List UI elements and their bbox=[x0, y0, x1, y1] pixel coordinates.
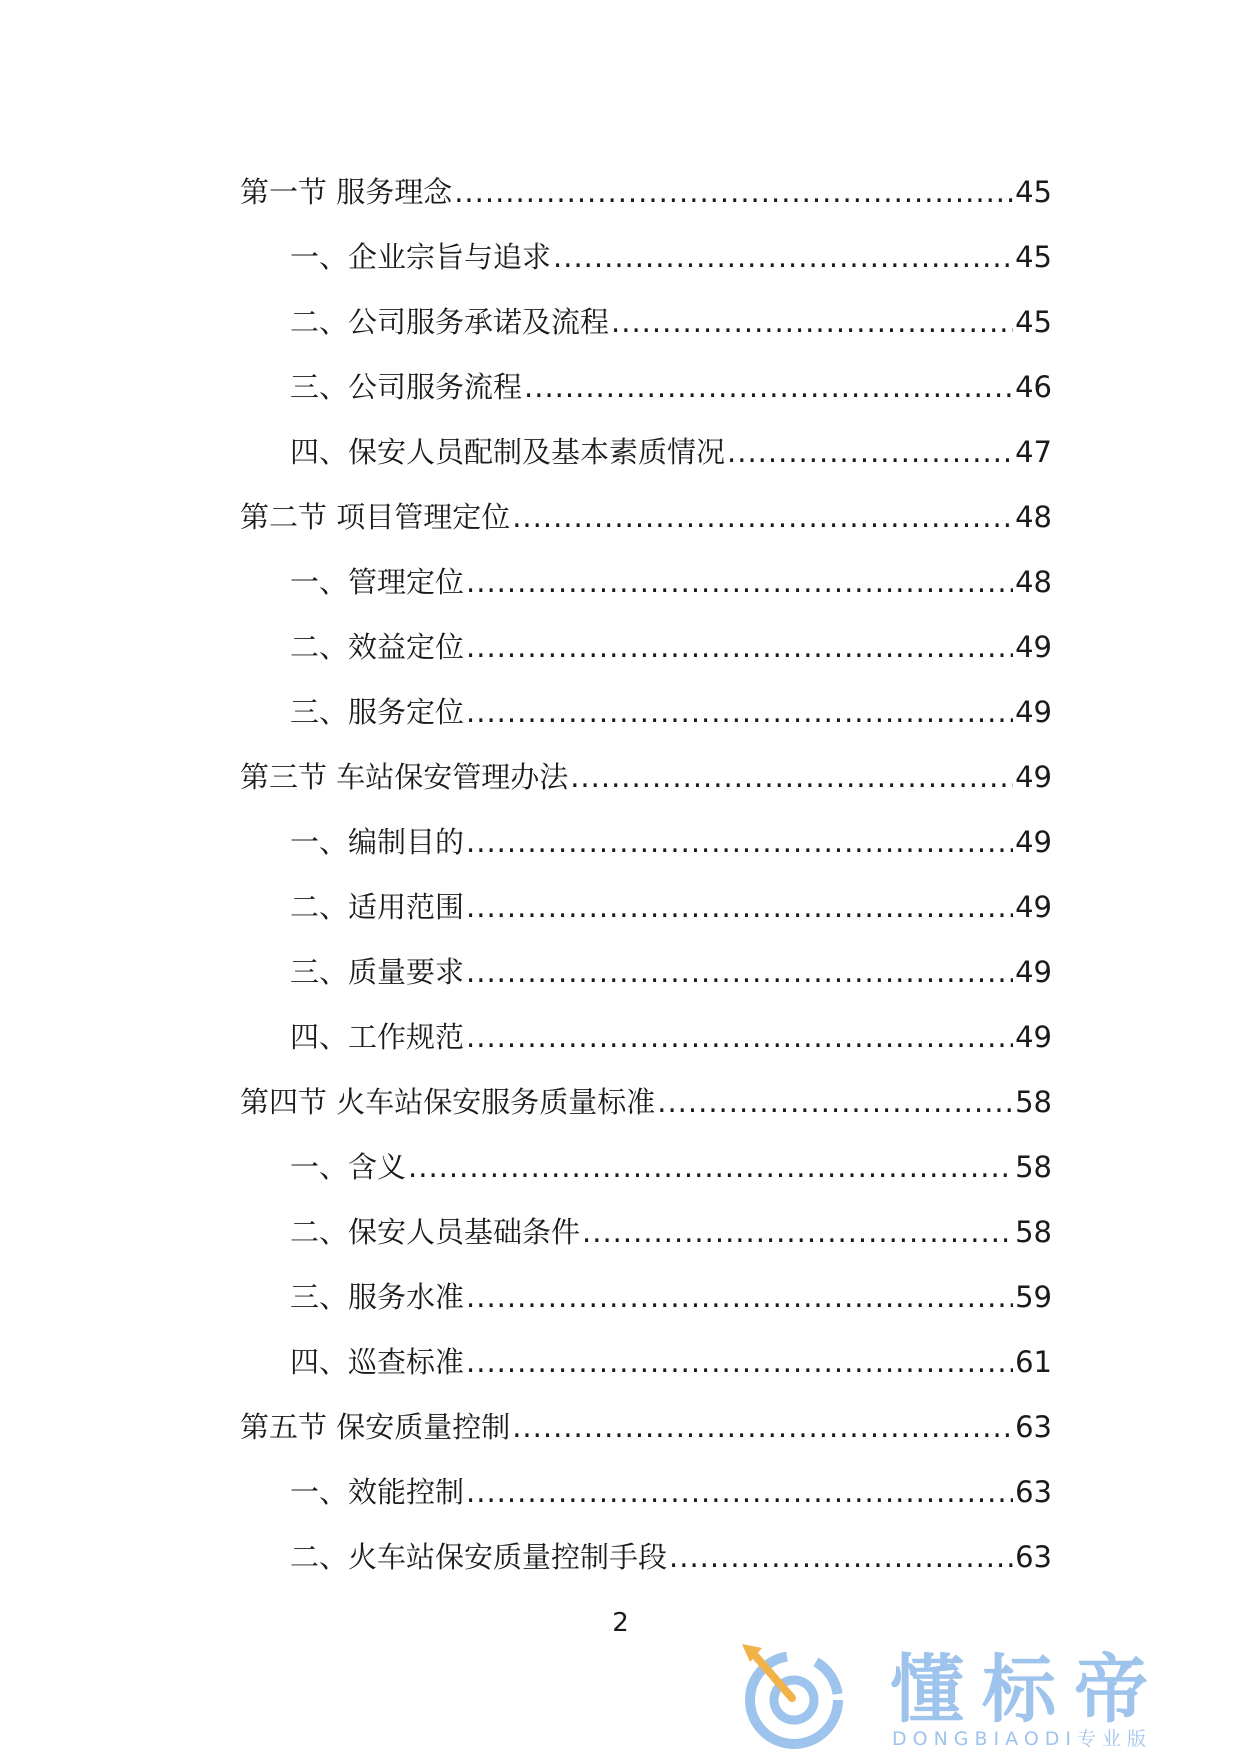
toc-section-entry[interactable] bbox=[240, 1395, 1052, 1460]
toc-dot-leader bbox=[466, 1330, 1013, 1395]
toc-entry-title: 第一节 服务理念 bbox=[240, 175, 453, 209]
toc-entry-page: 63 bbox=[1015, 1540, 1052, 1574]
toc-entry-page: 58 bbox=[1015, 1085, 1052, 1119]
toc-entry-title: 第二节 项目管理定位 bbox=[240, 500, 511, 534]
toc-section-entry[interactable] bbox=[240, 1070, 1052, 1135]
toc-entry-title: 四、巡查标准 bbox=[290, 1345, 465, 1379]
toc-entry-title: 三、质量要求 bbox=[290, 955, 465, 989]
toc-entry-page: 48 bbox=[1015, 565, 1052, 599]
toc-dot-leader bbox=[582, 1200, 1013, 1265]
toc-entry-page: 61 bbox=[1015, 1345, 1052, 1379]
toc-entry-page: 58 bbox=[1015, 1215, 1052, 1249]
toc-entry-title: 一、管理定位 bbox=[290, 565, 465, 599]
toc-dot-leader bbox=[466, 1005, 1013, 1070]
toc-subsection-entry[interactable] bbox=[240, 615, 1052, 680]
toc-entry-title: 二、效益定位 bbox=[290, 630, 465, 664]
toc-section-entry[interactable] bbox=[240, 160, 1052, 225]
watermark-brand: 懂标帝 bbox=[890, 1647, 1166, 1733]
toc-dot-leader bbox=[466, 940, 1013, 1005]
toc-entry-title: 四、工作规范 bbox=[290, 1020, 465, 1054]
toc-dot-leader bbox=[512, 485, 1013, 550]
toc-dot-leader bbox=[454, 160, 1013, 225]
toc-entry-title: 第三节 车站保安管理办法 bbox=[240, 760, 569, 794]
toc-subsection-entry[interactable] bbox=[240, 225, 1052, 290]
toc-dot-leader bbox=[466, 1460, 1013, 1525]
toc-subsection-entry[interactable] bbox=[240, 875, 1052, 940]
toc-entry-page: 49 bbox=[1015, 955, 1052, 989]
toc-dot-leader bbox=[553, 225, 1013, 290]
toc-entry-page: 49 bbox=[1015, 760, 1052, 794]
toc-entry-page: 49 bbox=[1015, 630, 1052, 664]
toc-entry-page: 47 bbox=[1015, 435, 1052, 469]
watermark-sub-latin: DONGBIAODI bbox=[892, 1728, 1078, 1750]
toc-entry-title: 一、企业宗旨与追求 bbox=[290, 240, 552, 274]
toc-entry-title: 三、服务水准 bbox=[290, 1280, 465, 1314]
page-number: 2 bbox=[612, 1608, 629, 1638]
toc-subsection-entry[interactable] bbox=[240, 680, 1052, 745]
toc-subsection-entry[interactable] bbox=[240, 1460, 1052, 1525]
toc-dot-leader bbox=[466, 615, 1013, 680]
toc-subsection-entry[interactable] bbox=[240, 810, 1052, 875]
watermark bbox=[740, 1640, 1220, 1750]
watermark-subtitle bbox=[892, 1728, 1152, 1750]
toc-subsection-entry[interactable] bbox=[240, 1525, 1052, 1590]
toc-dot-leader bbox=[466, 680, 1013, 745]
toc-subsection-entry[interactable] bbox=[240, 1135, 1052, 1200]
toc-entry-page: 63 bbox=[1015, 1410, 1052, 1444]
toc-entry-title: 二、适用范围 bbox=[290, 890, 465, 924]
toc-dot-leader bbox=[466, 1265, 1013, 1330]
toc-subsection-entry[interactable] bbox=[240, 290, 1052, 355]
toc-dot-leader bbox=[466, 875, 1013, 940]
toc-entry-title: 二、公司服务承诺及流程 bbox=[290, 305, 610, 339]
toc-entry-title: 二、火车站保安质量控制手段 bbox=[290, 1540, 668, 1574]
toc-section-entry[interactable] bbox=[240, 745, 1052, 810]
toc-subsection-entry[interactable] bbox=[240, 355, 1052, 420]
toc-dot-leader bbox=[727, 420, 1013, 485]
toc-dot-leader bbox=[657, 1070, 1013, 1135]
toc-entry-page: 59 bbox=[1015, 1280, 1052, 1314]
table-of-contents bbox=[240, 160, 1052, 1590]
toc-entry-page: 49 bbox=[1015, 825, 1052, 859]
toc-subsection-entry[interactable] bbox=[240, 550, 1052, 615]
toc-section-entry[interactable] bbox=[240, 485, 1052, 550]
toc-entry-page: 45 bbox=[1015, 175, 1052, 209]
toc-entry-title: 一、编制目的 bbox=[290, 825, 465, 859]
toc-subsection-entry[interactable] bbox=[240, 1330, 1052, 1395]
toc-entry-page: 58 bbox=[1015, 1150, 1052, 1184]
toc-entry-page: 48 bbox=[1015, 500, 1052, 534]
toc-subsection-entry[interactable] bbox=[240, 940, 1052, 1005]
toc-entry-page: 45 bbox=[1015, 240, 1052, 274]
toc-entry-title: 二、保安人员基础条件 bbox=[290, 1215, 581, 1249]
toc-entry-page: 46 bbox=[1015, 370, 1052, 404]
toc-entry-title: 三、公司服务流程 bbox=[290, 370, 523, 404]
toc-entry-page: 49 bbox=[1015, 695, 1052, 729]
toc-dot-leader bbox=[669, 1525, 1013, 1590]
toc-dot-leader bbox=[611, 290, 1013, 355]
toc-subsection-entry[interactable] bbox=[240, 1005, 1052, 1070]
toc-subsection-entry[interactable] bbox=[240, 420, 1052, 485]
toc-subsection-entry[interactable] bbox=[240, 1200, 1052, 1265]
toc-entry-page: 63 bbox=[1015, 1475, 1052, 1509]
toc-entry-title: 一、效能控制 bbox=[290, 1475, 465, 1509]
toc-dot-leader bbox=[466, 810, 1013, 875]
toc-entry-title: 第四节 火车站保安服务质量标准 bbox=[240, 1085, 656, 1119]
toc-entry-page: 49 bbox=[1015, 1020, 1052, 1054]
target-arrow-icon bbox=[742, 1640, 852, 1750]
watermark-sub-cn: 专业版 bbox=[1077, 1728, 1153, 1750]
toc-subsection-entry[interactable] bbox=[240, 1265, 1052, 1330]
toc-entry-page: 49 bbox=[1015, 890, 1052, 924]
toc-entry-title: 一、含义 bbox=[290, 1150, 407, 1184]
toc-dot-leader bbox=[524, 355, 1013, 420]
toc-dot-leader bbox=[408, 1135, 1013, 1200]
toc-entry-page: 45 bbox=[1015, 305, 1052, 339]
toc-entry-title: 第五节 保安质量控制 bbox=[240, 1410, 511, 1444]
toc-entry-title: 三、服务定位 bbox=[290, 695, 465, 729]
toc-dot-leader bbox=[512, 1395, 1013, 1460]
toc-dot-leader bbox=[570, 745, 1013, 810]
toc-dot-leader bbox=[466, 550, 1013, 615]
toc-entry-title: 四、保安人员配制及基本素质情况 bbox=[290, 435, 726, 469]
